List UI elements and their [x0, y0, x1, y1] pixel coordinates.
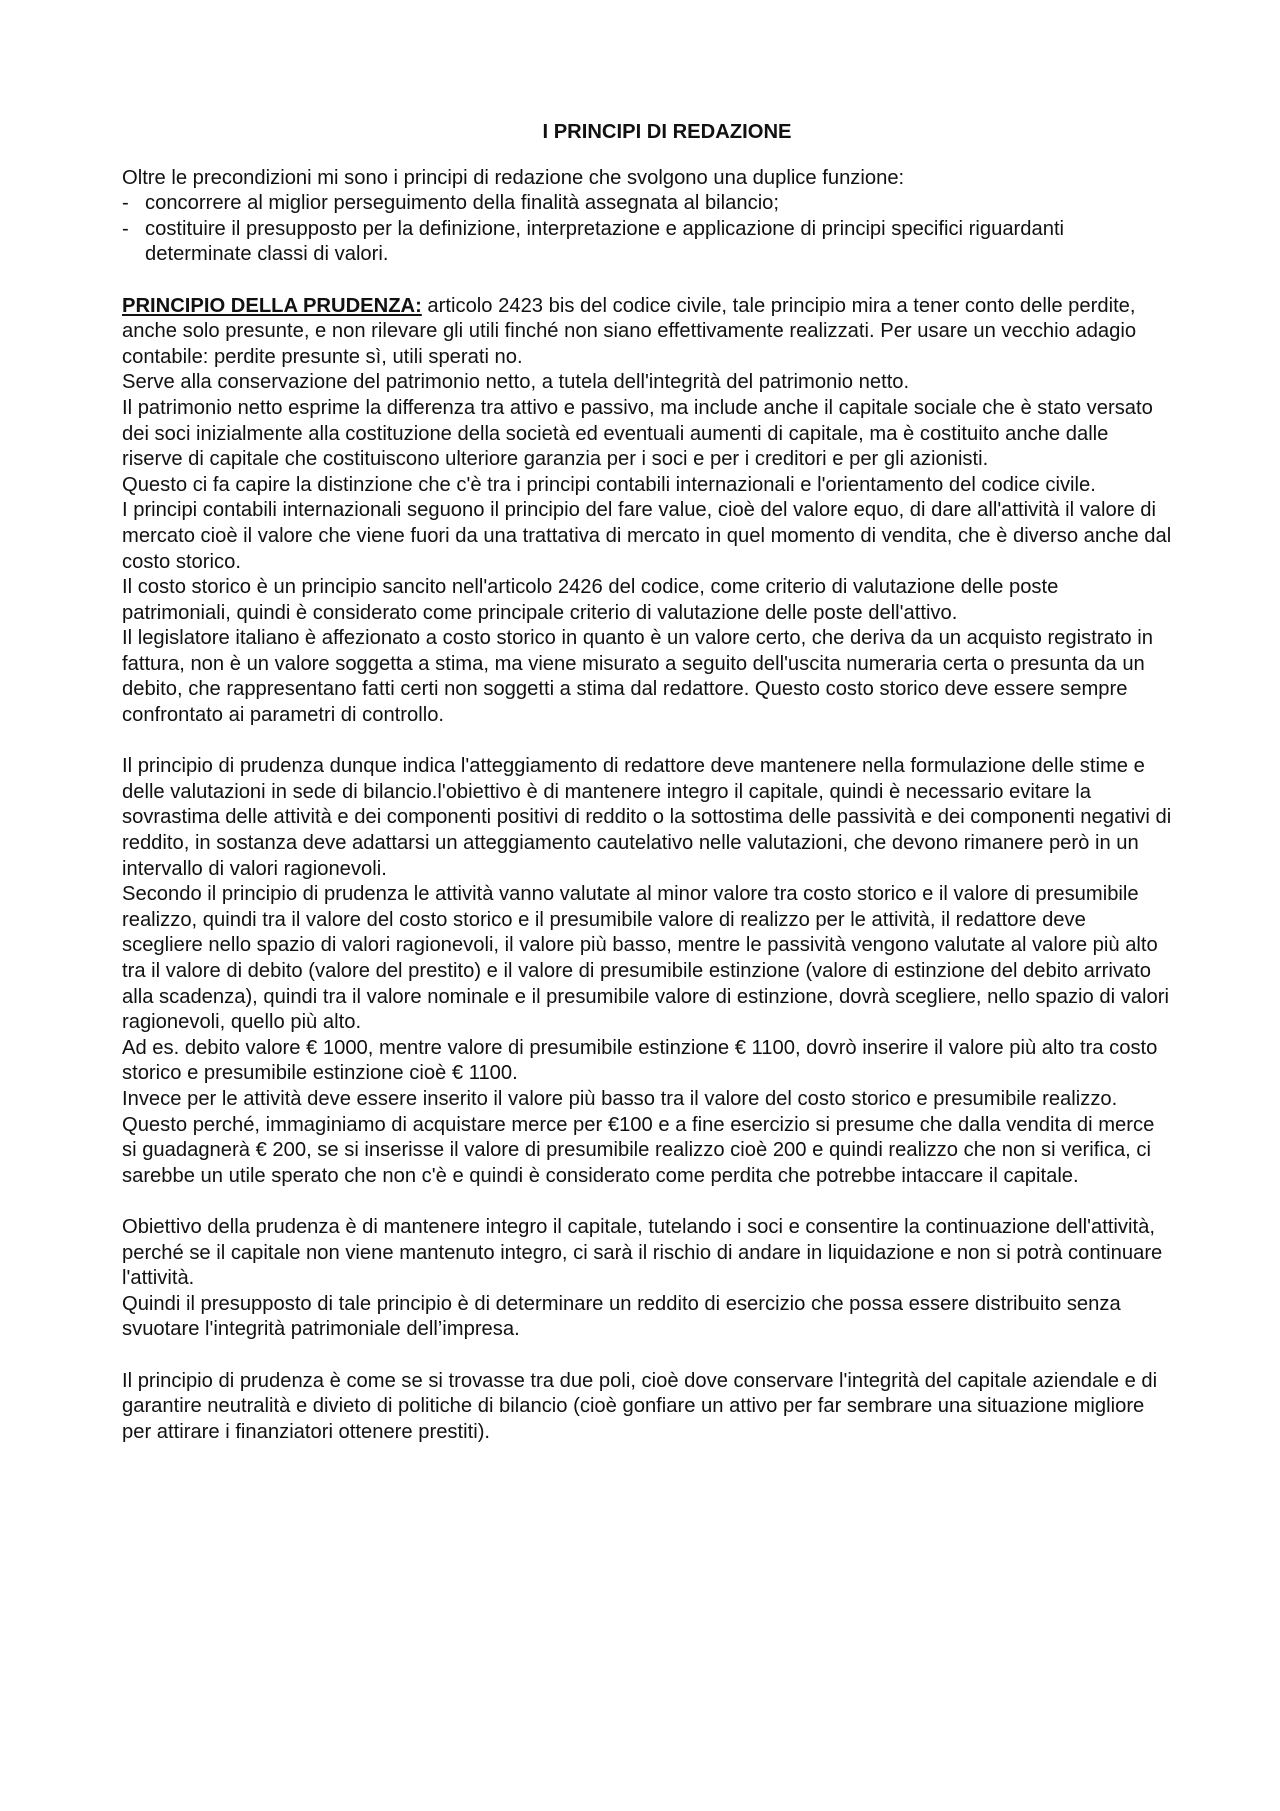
body-paragraph: Il principio di prudenza dunque indica l'atteggiamento di redattore deve mantenere nella formulazione delle stime e delle valutazioni in sede di bilancio.l'obiettivo è di mantenere integro il capitale, quindi è necessario evitare la sovrastima delle attività e dei componenti positivi di reddito o la sottostima delle passività e dei componenti negativi di reddito, in sostanza deve adattarsi un atteggiamento cautelativo nelle valutazioni, che devono rimanere però in un intervallo di valori ragionevoli.	[122, 755, 1172, 880]
list-item-text: costituire il presupposto per la definizione, interpretazione e applicazione di principi specifici riguardanti determinate classi di valori.	[145, 217, 1065, 266]
body-paragraph: Il patrimonio netto esprime la differenza tra attivo e passivo, ma include anche il capitale sociale che è stato versato dei soci inizialmente alla costituzione della società ed eventuali aumenti di capitale, ma è costituito anche dalle riserve di capitale che costituiscono ulteriore garanzia per i soci e per i creditori e per gli azionisti.	[122, 396, 1153, 471]
section-heading: PRINCIPIO DELLA PRUDENZA:	[122, 294, 422, 317]
body-paragraph: Il principio di prudenza è come se si trovasse tra due poli, cioè dove conservare l'integrità del capitale aziendale e di garantire neutralità e divieto di politiche di bilancio (cioè gonfiare un attivo per far sembrare una situazione migliore per attirare i finanziatori ottenere prestiti).	[122, 1369, 1158, 1443]
body-paragraph: Secondo il principio di prudenza le attività vanno valutate al minor valore tra costo storico e il valore di presumibile realizzo, quindi tra il valore del costo storico e il presumibile valore di realizzo per le attività, il redattore deve scegliere nello spazio di valori ragionevoli, il valore più basso, mentre le passività vengono valutate al valore più alto tra il valore di debito (valore del prestito) e il valore di presumibile estinzione (valore di estinzione del debito arrivato alla scadenza), quindi tra il valore nominale e il presumibile valore di estinzione, dovrà scegliere, nello spazio di valori ragionevoli, quello più alto.	[122, 883, 1169, 1034]
prudence-lead-text: articolo 2423 bis del codice civile, tale principio mira a tener conto delle perdite, anche solo presunte, e non rilevare gli utili finché non siano effettivamente realizzati. Per usare un vecchio adagio contabile: perdite presunte sì, utili sperati no.	[122, 294, 1137, 368]
list-item-text: concorrere al miglior perseguimento della finalità assegnata al bilancio;	[145, 192, 780, 215]
list-item	[122, 217, 1172, 268]
body-paragraph: Obiettivo della prudenza è di mantenere integro il capitale, tutelando i soci e consentire la continuazione dell'attività, perché se il capitale non viene mantenuto integro, ci sarà il rischio di andare in liquidazione e non si potrà continuare l'attività.	[122, 1215, 1163, 1290]
paragraph-gap	[122, 1343, 1172, 1369]
page-title: I PRINCIPI DI REDAZIONE	[542, 121, 792, 143]
paragraph-gap	[122, 268, 1172, 294]
functions-list	[122, 191, 1172, 268]
prudence-paragraph	[122, 294, 1172, 371]
body-paragraph: Serve alla conservazione del patrimonio netto, a tutela dell'integrità del patrimonio netto.	[122, 371, 910, 394]
body-paragraph: Questo ci fa capire la distinzione che c'è tra i principi contabili internazionali e l'orientamento del codice civile.	[122, 473, 1096, 496]
dash-bullet: -	[122, 217, 129, 240]
body-paragraph: Quindi il presupposto di tale principio è di determinare un reddito di esercizio che possa essere distribuito senza svuotare l'integrità patrimoniale dell’impresa.	[122, 1292, 1121, 1341]
intro-paragraph: Oltre le precondizioni mi sono i principi di redazione che svolgono una duplice funzione:	[122, 166, 905, 189]
dash-bullet: -	[122, 192, 129, 215]
body-paragraph: Il costo storico è un principio sancito nell'articolo 2426 del codice, come criterio di valutazione delle poste patrimoniali, quindi è considerato come principale criterio di valutazione delle poste dell'attivo.	[122, 576, 1059, 624]
body-paragraph: Ad es. debito valore € 1000, mentre valore di presumibile estinzione € 1100, dovrò inserire il valore più alto tra costo storico e presumibile estinzione cioè € 1100.	[122, 1036, 1158, 1085]
body-paragraph: I principi contabili internazionali seguono il principio del fare value, cioè del valore equo, di dare all'attività il valore di mercato cioè il valore che viene fuori da una trattativa di mercato in quel momento di vendita, che è diverso anche dal costo storico.	[122, 499, 1172, 573]
body-paragraph: Invece per le attività deve essere inserito il valore più basso tra il valore del costo storico e presumibile realizzo. Questo perché, immaginiamo di acquistare merce per €100 e a fine esercizio si presume che dalla vendita di merce si guadagnerà € 200, se si inserisse il valore di presumibile realizzo cioè 200 e quindi realizzo che non si verifica, ci sarebbe un utile sperato che non c'è e quindi è considerato come perdita che potrebbe intaccare il capitale.	[122, 1087, 1155, 1187]
list-item	[122, 191, 1172, 217]
document-page	[122, 120, 1172, 1445]
body-paragraph: Il legislatore italiano è affezionato a costo storico in quanto è un valore certo, che deriva da un acquisto registrato in fattura, non è un valore soggetta a stima, ma viene misurato a seguito dell'uscita numeraria certa o presunta da un debito, che rappresentano fatti certi non soggetti a stima dal redattore. Questo costo storico deve essere sempre confrontato ai parametri di controllo.	[122, 627, 1153, 727]
paragraph-gap	[122, 729, 1172, 755]
paragraph-gap	[122, 1189, 1172, 1215]
